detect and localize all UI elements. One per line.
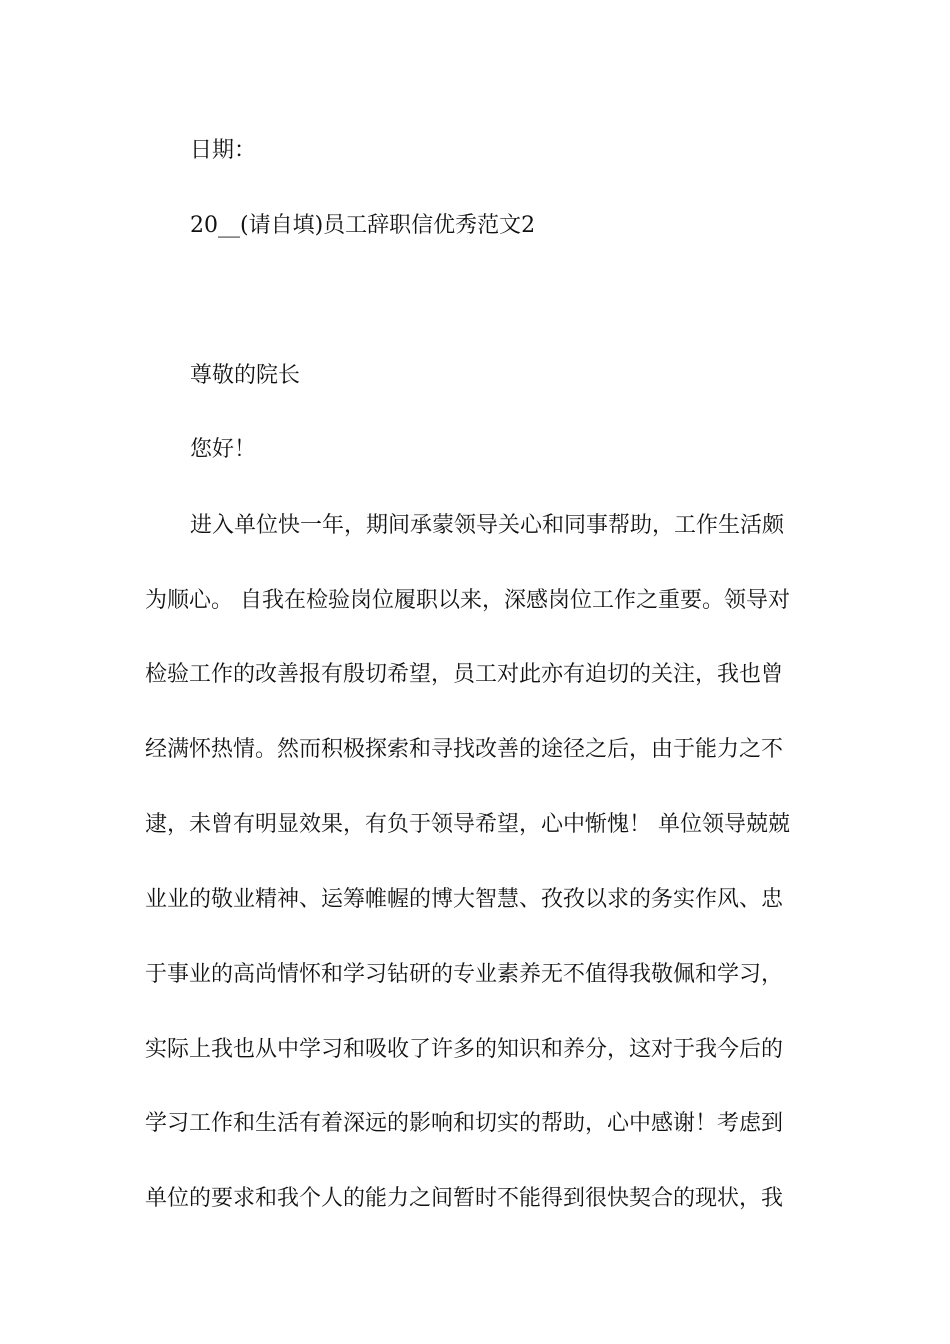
body-line: 业业的敬业精神、运筹帷幄的博大智慧、孜孜以求的务实作风、忠: [145, 887, 784, 912]
body-line: 于事业的高尚情怀和学习钻研的专业素养无不值得我敬佩和学习，: [145, 962, 784, 987]
body-line: 逮，未曾有明显效果，有负于领导希望，心中惭愧！ 单位领导兢兢: [145, 812, 790, 837]
body-line: 单位的要求和我个人的能力之间暂时不能得到很快契合的现状，我: [145, 1186, 784, 1211]
body-line: 实际上我也从中学习和吸收了许多的知识和养分，这对于我今后的: [145, 1037, 784, 1062]
greeting: 您好！: [190, 437, 257, 462]
body-line: 为顺心。 自我在检验岗位履职以来，深感岗位工作之重要。领导对: [145, 588, 790, 613]
document-title: 20__(请自填)员工辞职信优秀范文2: [190, 213, 536, 238]
salutation: 尊敬的院长: [190, 363, 301, 388]
date-label: 日期：: [190, 138, 257, 163]
body-line: 进入单位快一年，期间承蒙领导关心和同事帮助，工作生活颇: [190, 513, 785, 538]
body-line: 学习工作和生活有着深远的影响和切实的帮助，心中感谢！考虑到: [145, 1111, 784, 1136]
body-line: 检验工作的改善报有殷切希望，员工对此亦有迫切的关注，我也曾: [145, 662, 784, 687]
body-line: 经满怀热情。然而积极探索和寻找改善的途径之后，由于能力之不: [145, 737, 784, 762]
